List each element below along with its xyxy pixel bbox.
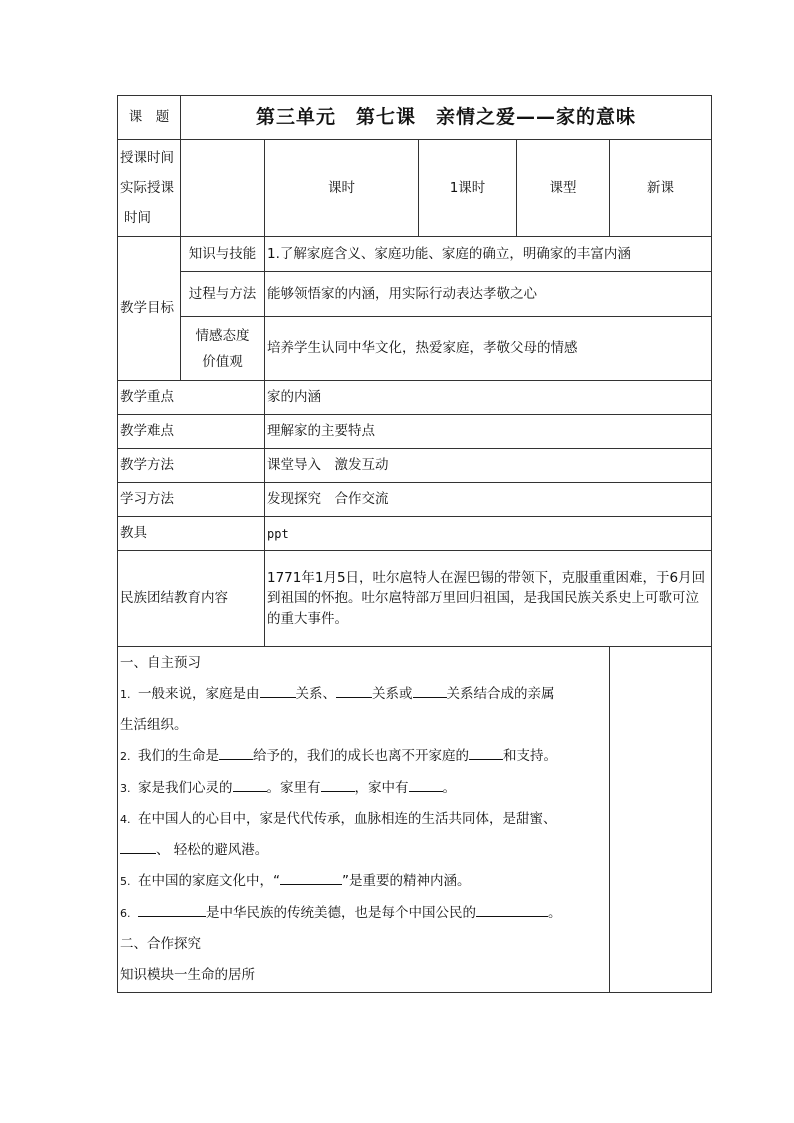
- question-4-continued: [120, 835, 607, 866]
- question-1: [120, 679, 607, 710]
- knowledge-module-heading: 知识模块一生命的居所: [120, 966, 255, 983]
- answer-blank[interactable]: [138, 903, 206, 917]
- study-content-cell: [118, 647, 610, 993]
- preview-heading: 一、自主预习: [120, 654, 201, 671]
- difficulty-value: 理解家的主要特点: [265, 415, 712, 449]
- question-text: ，家中有: [354, 779, 409, 796]
- topic-label: 课 题: [118, 96, 181, 140]
- answer-blank[interactable]: [260, 684, 296, 698]
- explore-heading: 二、合作探究: [120, 935, 201, 952]
- key-point-label: 教学重点: [118, 381, 265, 415]
- answer-blank[interactable]: [413, 684, 447, 698]
- question-6: [120, 898, 607, 929]
- teaching-method-value: 课堂导入 激发互动: [265, 449, 712, 483]
- question-text: 、 轻松的避风港。: [156, 842, 269, 859]
- question-text: 一般来说，家庭是由: [138, 686, 260, 703]
- answer-blank[interactable]: [120, 840, 156, 854]
- schedule-date-cell: [181, 140, 265, 237]
- question-text: 关系、: [295, 686, 336, 703]
- question-1-continued: 生活组织。: [120, 717, 188, 734]
- objective-name-attitude: [181, 317, 265, 381]
- question-number: 1.: [120, 688, 131, 702]
- objective-name-process: 过程与方法: [181, 272, 265, 317]
- objective-text-attitude: 培养学生认同中华文化，热爱家庭，孝敬父母的情感: [265, 317, 712, 381]
- question-text: 给予的，我们的成长也离不开家庭的: [253, 748, 469, 765]
- objective-text-knowledge: 1.了解家庭含义、家庭功能、家庭的确立，明确家的丰富内涵: [265, 237, 712, 272]
- objectives-label: 教学目标: [118, 237, 181, 381]
- question-number: 2.: [120, 750, 131, 764]
- question-text: 家是我们心灵的: [138, 779, 233, 796]
- question-5: [120, 866, 607, 897]
- schedule-label-line3: 时间: [124, 210, 151, 226]
- schedule-label: [118, 140, 181, 237]
- learning-method-label: 学习方法: [118, 483, 265, 517]
- key-point-value: 家的内涵: [265, 381, 712, 415]
- question-text: 我们的生命是: [138, 748, 219, 765]
- lesson-type-label: 课型: [517, 140, 610, 237]
- hours-label: 课时: [265, 140, 419, 237]
- teaching-aid-label: 教具: [118, 517, 265, 551]
- hours-value: 1课时: [419, 140, 517, 237]
- lesson-plan-table: [117, 95, 712, 993]
- learning-method-value: 发现探究 合作交流: [265, 483, 712, 517]
- answer-blank[interactable]: [219, 746, 253, 760]
- question-number: 6.: [120, 906, 131, 920]
- question-text: 在中国人的心目中，家是代代传承，血脉相连的生活共同体，是甜蜜、: [138, 810, 557, 827]
- answer-blank[interactable]: [336, 684, 372, 698]
- answer-blank[interactable]: [280, 871, 342, 885]
- question-4: [120, 804, 607, 835]
- ethnic-unity-label: 民族团结教育内容: [118, 551, 265, 647]
- objective-name-attitude-line2: 价值观: [202, 353, 243, 370]
- question-text: 关系或: [372, 686, 413, 703]
- answer-blank[interactable]: [469, 746, 503, 760]
- lesson-type-value: 新课: [610, 140, 712, 237]
- question-text: ”是重要的精神内涵。: [342, 873, 471, 890]
- question-number: 3.: [120, 781, 131, 795]
- answer-blank[interactable]: [233, 778, 267, 792]
- question-text: 关系结合成的亲属: [446, 686, 555, 703]
- objective-name-knowledge: 知识与技能: [181, 237, 265, 272]
- schedule-label-line2: 实际授课: [120, 180, 174, 196]
- page-title: 第三单元 第七课 亲情之爱——家的意味: [181, 96, 712, 140]
- question-text: 。家里有: [266, 779, 321, 796]
- teaching-method-label: 教学方法: [118, 449, 265, 483]
- objective-name-attitude-line1: 情感态度: [195, 327, 250, 344]
- question-text: 。: [442, 779, 456, 796]
- difficulty-label: 教学难点: [118, 415, 265, 449]
- question-number: 5.: [120, 875, 131, 889]
- question-2: [120, 741, 607, 772]
- question-text: 和支持。: [503, 748, 557, 765]
- answer-blank[interactable]: [476, 903, 548, 917]
- answer-blank[interactable]: [321, 778, 355, 792]
- objective-text-process: 能够领悟家的内涵，用实际行动表达孝敬之心: [265, 272, 712, 317]
- ethnic-unity-text: 1771年1月5日，吐尔扈特人在渥巴锡的带领下，克服重重困难，于6月回到祖国的怀抱。吐尔扈特部万里回归祖国，是我国民族关系史上可歌可泣的重大事件。: [265, 551, 712, 647]
- question-number: 4.: [120, 812, 131, 826]
- question-text: 。: [548, 904, 562, 921]
- question-text: 是中华民族的传统美德，也是每个中国公民的: [206, 904, 476, 921]
- teaching-aid-value: ppt: [265, 517, 712, 551]
- question-3: [120, 773, 607, 804]
- notes-cell: [610, 647, 712, 993]
- question-text: 在中国的家庭文化中，“: [138, 873, 280, 890]
- schedule-label-line1: 授课时间: [120, 150, 174, 166]
- answer-blank[interactable]: [409, 778, 443, 792]
